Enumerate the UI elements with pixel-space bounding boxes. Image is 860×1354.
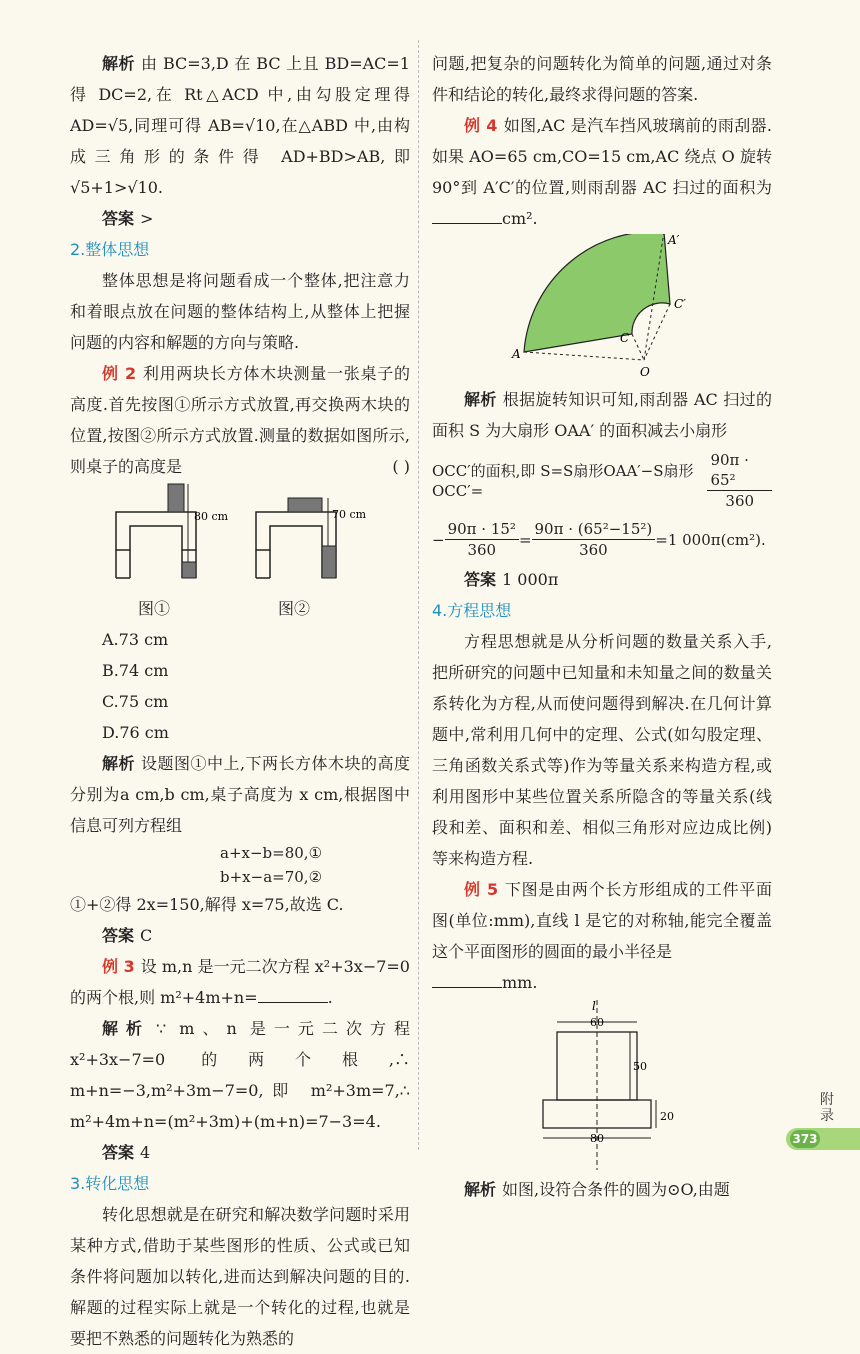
point-a1: A′ xyxy=(668,234,680,247)
answer-blank[interactable] xyxy=(432,207,502,224)
radius-oc xyxy=(632,334,644,360)
solution-4 xyxy=(432,384,772,446)
answer-1 xyxy=(70,203,410,234)
example-text: 如图,AC 是汽车挡风玻璃前的雨刮器.如果 AO=65 cm,CO=15 cm,AC 绕点 O 旋转 90°到 A′C′的位置,则雨刮器 AC 扫过的面积为 xyxy=(432,116,772,197)
fraction-denominator: 360 xyxy=(467,541,497,559)
fraction-numerator: 90π · 65² xyxy=(707,450,772,491)
option-b: B.74 cm xyxy=(102,661,169,680)
top-block xyxy=(288,498,322,512)
example-label: 例 4 xyxy=(464,116,498,135)
point-o: O xyxy=(640,365,650,379)
dimension-label-2: 70 cm xyxy=(332,508,367,521)
answer-text: 1 000π xyxy=(502,570,559,589)
example-label: 例 5 xyxy=(464,880,499,899)
left-column xyxy=(70,48,410,1354)
option-d: D.76 cm xyxy=(102,723,169,742)
example-4 xyxy=(432,110,772,234)
appendix-tag: 附录 xyxy=(820,1092,834,1124)
answer-text: 4 xyxy=(140,1143,151,1162)
dim-50: 50 xyxy=(633,1060,647,1073)
answer-label: 答案 xyxy=(102,926,135,945)
section-text-3-cont: 问题,把复杂的问题转化为简单的问题,通过对条件和结论的转化,最终求得问题的答案. xyxy=(432,54,772,104)
solution-text: 如图,设符合条件的圆为⊙O,由题 xyxy=(502,1180,730,1199)
dim-80: 80 xyxy=(590,1132,604,1145)
equation-system xyxy=(70,841,410,889)
answer-blank[interactable] xyxy=(258,986,328,1003)
example-2 xyxy=(70,358,410,482)
example-5 xyxy=(432,874,772,967)
equation-2: b+x−a=70,② xyxy=(220,868,323,886)
answer-label: 答案 xyxy=(464,570,497,589)
section-text-4: 方程思想就是从分析问题的数量关系入手,把所研究的问题中已知量和未知量之间的数量关系转化为方程,从而使问题得到解决.在几何计算题中,常利用几何中的定理、公式(如勾股定理、三角函数关系式等)作为等量关系来构造方程,或利用图形中某些位置关系所隐含的等量关系(线段和差、面积和差、相似三角形对应边成比例)等来构造方程. xyxy=(432,632,772,868)
solution-label: 解析 xyxy=(102,1019,151,1038)
solution-label: 解析 xyxy=(102,754,135,773)
sector-diagram xyxy=(432,234,772,384)
section-title-4: 4.方程思想 xyxy=(432,601,512,620)
solution-text: 设题图①中上,下两长方体木块的高度分别为a cm,b cm,桌子高度为 x cm,根据图中信息可列方程组 xyxy=(70,754,410,835)
table-outline-2 xyxy=(256,512,336,550)
answer-text: C xyxy=(140,926,153,945)
top-block xyxy=(168,484,184,512)
example-text: 利用两块长方体木块测量一张桌子的高度.首先按图①所示方式放置,再交换两木块的位置,按图②所示方式放置.测量的数据如图所示,则桌子的高度是 xyxy=(70,364,410,476)
fraction-denominator: 360 xyxy=(579,541,608,559)
answer-label: 答案 xyxy=(102,1143,135,1162)
solution-label: 解析 xyxy=(102,54,135,73)
answer-2 xyxy=(70,920,410,951)
example-3: 例 3 设 m,n 是一元二次方程 x²+3x−7=0 的两个根,则 m²+4m+n= . xyxy=(70,957,410,1007)
answer-label: 答案 xyxy=(102,209,135,228)
example-text: 下图是由两个长方形组成的工件平面图(单位:mm),直线 l 是它的对称轴,能完全覆盖这个平面图形的圆面的最小半径是 xyxy=(432,880,772,961)
figure-caption-1: 图① xyxy=(138,599,171,618)
point-c1: C′ xyxy=(674,297,686,311)
column-divider xyxy=(418,40,420,1150)
section-text-3: 转化思想就是在研究和解决数学问题时采用某种方式,借助于某些图形的性质、公式或已知条件将问题加以转化,进而达到解决问题的目的.解题的过程实际上就是一个转化的过程,也就是要把不熟悉的问题转化为熟悉的 xyxy=(70,1205,410,1348)
solution-text: ∵ m、n 是一元二次方程 x²+3x−7=0 的两个根,∴ m+n=−3,m²+3m−7=0,即 m²+3m=7,∴ m²+4m+n=(m²+3m)+(m+n)=7−3=4. xyxy=(70,1019,410,1131)
table-diagram xyxy=(70,482,410,594)
answer-3 xyxy=(70,1137,410,1168)
workpiece-figure xyxy=(432,998,772,1174)
solution-3 xyxy=(70,1013,410,1137)
formula-result: =1 000π(cm²). xyxy=(655,530,766,549)
unit-text: mm. xyxy=(502,973,538,992)
fraction-1 xyxy=(707,450,772,511)
solution-label: 解析 xyxy=(464,390,497,409)
dimension-label-1: 80 cm xyxy=(194,510,229,523)
solution-text: 由 BC=3,D 在 BC 上且 BD=AC=1 得 DC=2,在 Rt△ACD 中,由勾股定理得 AD=√5,同理可得 AB=√10,在△ABD 中,由构成三角形的条件得 AD+BD>AB,即√5+1>√10. xyxy=(70,54,410,197)
wiper-figure xyxy=(432,234,772,384)
figure-caption-2: 图② xyxy=(278,599,311,618)
example-label: 例 3 xyxy=(102,957,135,976)
section-title-2: 2.整体思想 xyxy=(70,240,150,259)
formula-text: OCC′的面积,即 S=S扇形OAA′−S扇形OCC′= xyxy=(432,461,694,500)
table-outline-1 xyxy=(116,512,196,550)
fraction-numerator: 90π · (65²−15²) xyxy=(532,519,656,540)
option-a: A.73 cm xyxy=(102,630,169,649)
radius-oc1 xyxy=(644,304,670,360)
figure-1 xyxy=(116,484,229,578)
formula-line-1 xyxy=(432,446,772,515)
right-column xyxy=(432,48,772,1205)
solution-1 xyxy=(70,48,410,203)
equation-1: a+x−b=80,① xyxy=(220,844,323,862)
option-c: C.75 cm xyxy=(102,692,169,711)
options xyxy=(70,624,410,748)
radius-oa xyxy=(524,352,644,360)
unit-text: cm². xyxy=(502,209,538,228)
example-text: 设 m,n 是一元二次方程 x²+3x−7=0 的两个根,则 m²+4m+n= xyxy=(70,957,410,1007)
fraction-denominator: 360 xyxy=(725,492,755,510)
fraction-3 xyxy=(532,519,656,560)
solution-2 xyxy=(70,748,410,841)
workpiece-diagram xyxy=(432,998,772,1174)
solution-5 xyxy=(432,1174,772,1205)
formula-line-2: − $\frac{\text{90π · 15²}}{360}$ = $\frac{\text{90π · (65²−15²)}}{360}$ =1 000π(cm²). xyxy=(432,520,766,559)
answer-text: > xyxy=(140,209,154,228)
answer-blank[interactable] xyxy=(432,971,502,988)
section-text-2: 整体思想是将问题看成一个整体,把注意力和着眼点放在问题的整体结构上,从整体上把握问题的内容和解题的方向与策略. xyxy=(70,271,410,352)
section-title-3: 3.转化思想 xyxy=(70,1174,150,1193)
point-a: A xyxy=(512,347,521,361)
bottom-block xyxy=(322,546,336,578)
page-number: 373 xyxy=(790,1130,820,1148)
solution-label: 解析 xyxy=(464,1180,497,1199)
solution-text: 根据旋转知识可知,雨刮器 AC 扫过的面积 S 为大扇形 OAA′ 的面积减去小扇形 xyxy=(432,390,772,440)
figure-captions xyxy=(70,594,410,624)
figure-2 xyxy=(256,498,367,578)
example-label: 例 2 xyxy=(102,364,137,383)
fraction-2 xyxy=(445,519,519,560)
axis-label: l xyxy=(592,999,596,1013)
dim-60: 60 xyxy=(590,1016,604,1029)
dim-20: 20 xyxy=(660,1110,674,1123)
table-figures xyxy=(70,482,410,594)
bottom-block xyxy=(182,562,196,578)
point-c: C xyxy=(620,331,630,345)
example-5-blank-line xyxy=(432,967,772,998)
answer-4 xyxy=(432,564,772,595)
solution-2-cont: ①+②得 2x=150,解得 x=75,故选 C. xyxy=(70,895,344,914)
fraction-numerator: 90π · 15² xyxy=(445,519,519,540)
answer-paren: ( ) xyxy=(392,457,410,476)
